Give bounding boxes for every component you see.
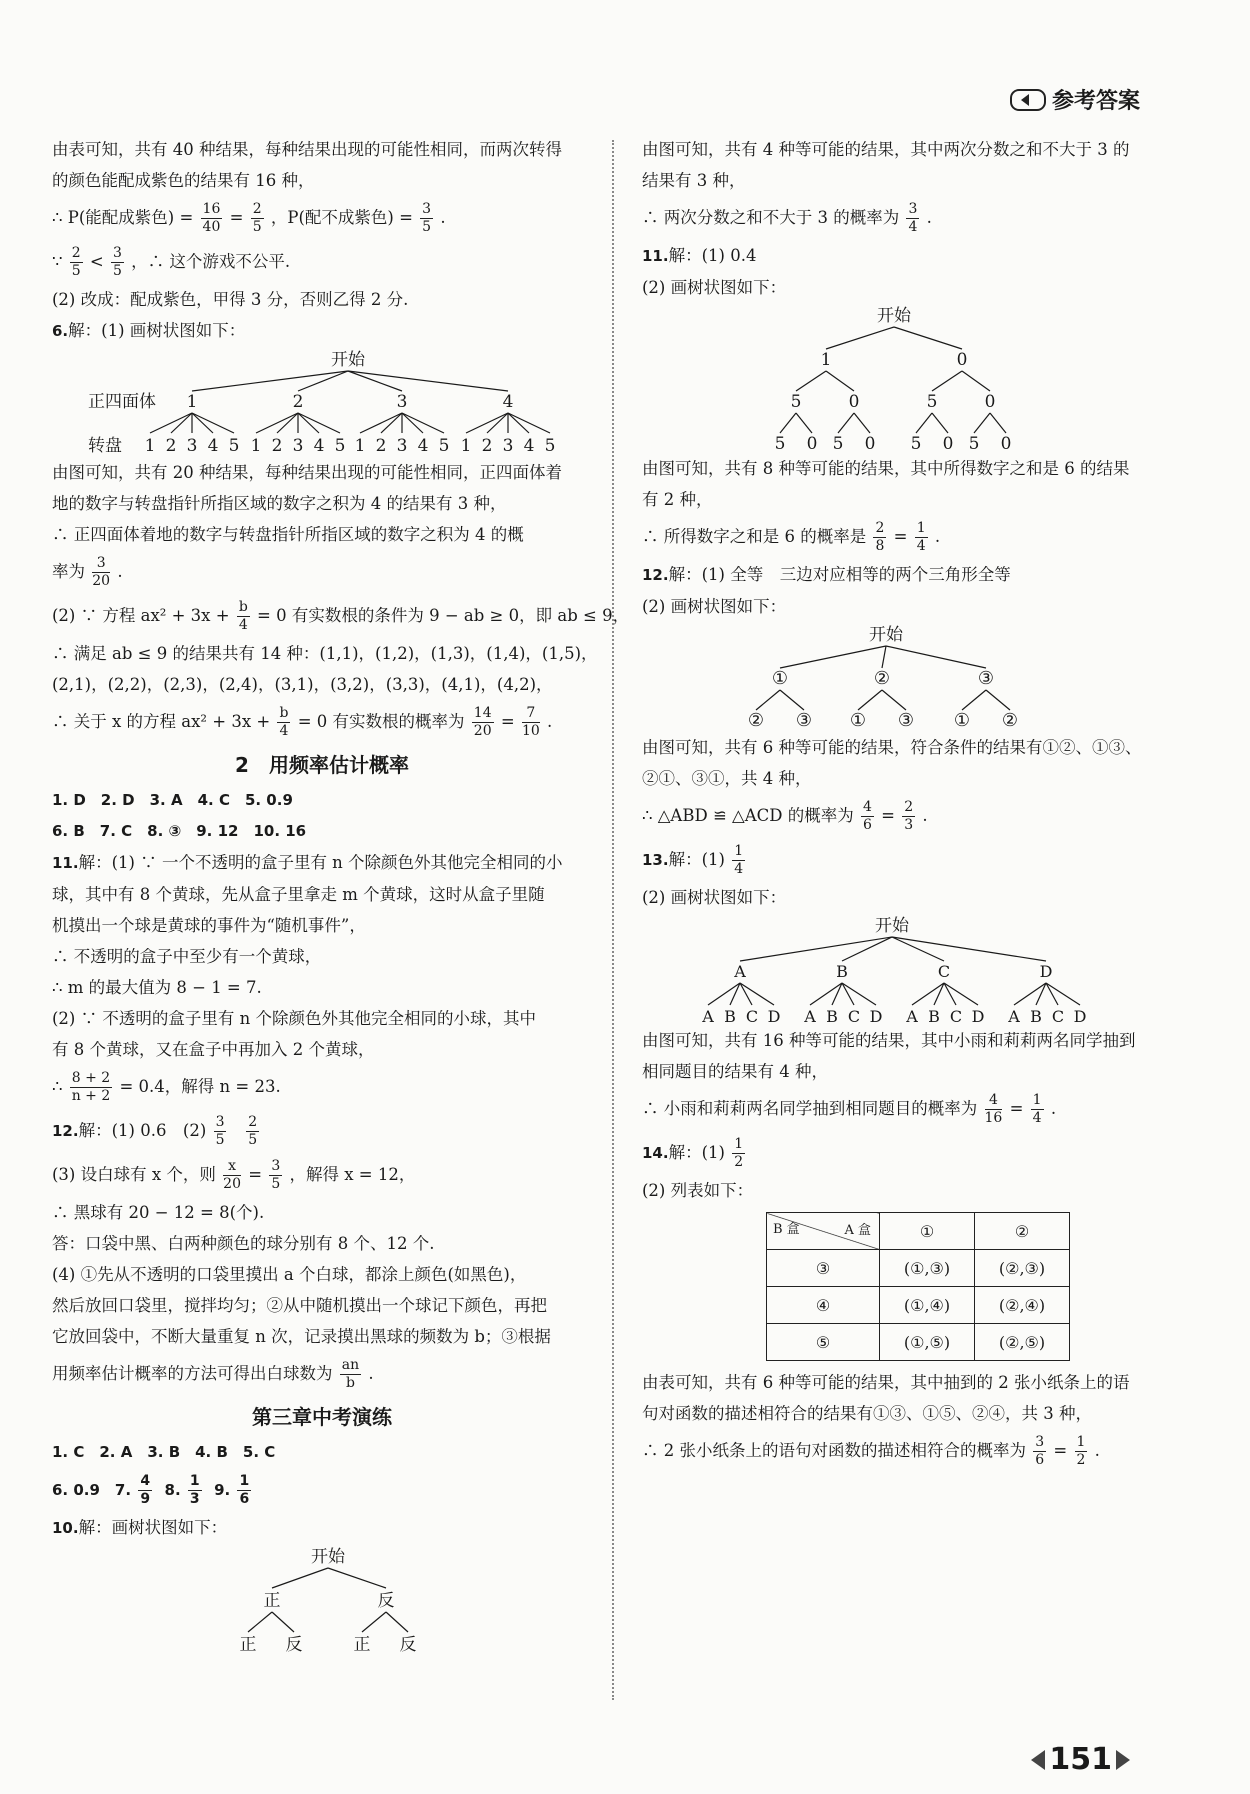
fraction: $\frac{4}{16}$ xyxy=(984,1092,1003,1126)
tree-leaf: 0 xyxy=(864,434,876,453)
text: . xyxy=(368,1364,374,1383)
text-line xyxy=(52,196,592,240)
fraction: $\frac{2}{5}$ xyxy=(248,1114,258,1148)
table-cell: (②,③) xyxy=(975,1250,1070,1287)
tree-leaf: ① xyxy=(849,710,867,731)
page-number-text: 151 xyxy=(1049,1742,1112,1777)
tree-node: ③ xyxy=(977,668,995,689)
text: . xyxy=(547,712,553,731)
text: < xyxy=(89,252,104,271)
text: 解：(1) 0.4 xyxy=(668,246,757,265)
tree-leaf: B xyxy=(724,1007,736,1025)
tree-root: 开始 xyxy=(331,350,365,370)
text: = 0 有实数根的条件为 9 − ab ≥ 0，即 ab ≤ 9， xyxy=(257,606,630,625)
text-line: 由图可知，共有 8 种等可能的结果，其中所得数字之和是 6 的结果 xyxy=(642,459,1130,478)
fraction: $\frac{1}{4}$ xyxy=(734,843,744,877)
table-header: ② xyxy=(975,1213,1070,1250)
text-line: 有 2 种， xyxy=(642,490,713,509)
tree-leaf: 5 xyxy=(774,434,786,453)
tree-leaf: A xyxy=(702,1007,714,1025)
text: 解：画树状图如下： xyxy=(78,1518,228,1537)
table-cell: (②,⑤) xyxy=(975,1324,1070,1361)
tree-leaf: 反 xyxy=(285,1635,303,1654)
tree-node: C xyxy=(937,962,951,981)
tree-node: 正 xyxy=(263,1591,281,1611)
text-line: (2) 画树状图如下： xyxy=(642,278,787,297)
table-row xyxy=(767,1250,1070,1287)
tree-node: ① xyxy=(771,668,789,689)
text-line: 的颜色能配成紫色的结果有 16 种， xyxy=(52,171,315,190)
text-line: ∴ 满足 ab ≤ 9 的结果共有 14 种：(1,1)，(1,2)，(1,3)，(1,4)，(1,5)， xyxy=(52,644,598,663)
text-line: 地的数字与转盘指针所指区域的数字之积为 4 的结果有 3 种， xyxy=(52,494,507,513)
tree-root: 开始 xyxy=(869,625,903,645)
text-line xyxy=(642,1087,1162,1131)
table-corner: A 盒 B 盒 xyxy=(767,1213,880,1250)
answer-line xyxy=(52,1468,592,1512)
table-cell: (②,④) xyxy=(975,1287,1070,1324)
text-line: (2) 列表如下： xyxy=(642,1181,754,1200)
question-number: 11. xyxy=(642,247,669,265)
text-line xyxy=(642,1131,1162,1175)
tree-leaf: 0 xyxy=(1000,434,1012,453)
tree-node: A xyxy=(734,962,746,981)
tree-leaf: 正 xyxy=(353,1635,371,1654)
tree-leaf: 1 xyxy=(144,436,156,456)
text: (2) ∵ 方程 ax² + 3x + xyxy=(52,606,230,625)
tree-leaf: 反 xyxy=(399,1635,417,1654)
text-line: 相同题目的结果有 4 种， xyxy=(642,1062,828,1081)
book-logo-icon xyxy=(1010,89,1046,111)
tree-leaf: 3 xyxy=(396,436,408,456)
text-line xyxy=(52,550,592,594)
text-line: (2) 画树状图如下： xyxy=(642,597,787,616)
text: = 0 有实数根的概率为 xyxy=(297,712,465,731)
row-header: ④ xyxy=(767,1287,880,1324)
text: 解：(1) ∵ 一个不透明的盒子里有 n 个除颜色外其他完全相同的小 xyxy=(78,853,563,872)
tree-leaf: 5 xyxy=(910,434,922,453)
text-line: (2,1)，(2,2)，(2,3)，(2,4)，(3,1)，(3,2)，(3,3)，(4,1)，(4,2)， xyxy=(52,675,553,694)
text-line: 由表可知，共有 40 种结果，每种结果出现的可能性相同，而两次转得 xyxy=(52,140,562,159)
text: (3) 设白球有 x 个，则 xyxy=(52,1165,216,1184)
tree-diagram-q10 xyxy=(52,1544,592,1654)
text: ，P(配不成紫色) = xyxy=(270,208,413,227)
text: ∴ 2 张小纸条上的语句对函数的描述相符合的概率为 xyxy=(642,1441,1026,1460)
fraction: $\frac{an}{b}$ xyxy=(341,1357,360,1391)
table-cell: (①,④) xyxy=(880,1287,975,1324)
text-line: 球，其中有 8 个黄球，先从盒子里拿走 m 个黄球，这时从盒子里随 xyxy=(52,885,545,904)
tree-leaf: 2 xyxy=(375,436,387,456)
text: ，∴ 这个游戏不公平. xyxy=(131,252,291,271)
text: ∴ 小雨和莉莉两名同学抽到相同题目的概率为 xyxy=(642,1099,978,1118)
fraction: $\frac{2}{8}$ xyxy=(875,520,885,554)
text-line xyxy=(642,515,1162,559)
tree-leaf: B xyxy=(826,1007,838,1025)
text: ∴ P(能配成紫色) = xyxy=(52,208,194,227)
answer-line: 1. D 2. D 3. A 4. C 5. 0.9 xyxy=(52,791,293,809)
text: 率为 xyxy=(52,562,85,581)
table-row xyxy=(767,1324,1070,1361)
table-cell: (①,③) xyxy=(880,1250,975,1287)
text: = xyxy=(1053,1441,1068,1460)
fraction: $\frac{2}{3}$ xyxy=(904,799,914,833)
fraction: $\frac{x}{20}$ xyxy=(223,1158,241,1192)
tree-leaf: 5 xyxy=(438,436,450,456)
tree-leaf: 5 xyxy=(228,436,240,456)
tree-leaf: 4 xyxy=(207,436,219,456)
text: = xyxy=(229,208,244,227)
text-line: ∴ m 的最大值为 8 − 1 = 7. xyxy=(52,978,262,997)
fraction: $\frac{b}{4}$ xyxy=(238,599,248,633)
tree-leaf: ② xyxy=(747,710,765,731)
table-header: ① xyxy=(880,1213,975,1250)
section-title: 第三章中考演练 xyxy=(252,1405,392,1429)
left-column xyxy=(52,134,630,1654)
tree-leaf: ② xyxy=(1001,710,1019,731)
fraction: $\frac{2}{5}$ xyxy=(71,245,81,279)
text: . xyxy=(440,208,446,227)
tree-leaf: ③ xyxy=(897,710,915,731)
text-line xyxy=(52,1065,592,1109)
question-number: 13. xyxy=(642,851,669,869)
header-title: 参考答案 xyxy=(1051,89,1140,114)
fraction: $\frac{4}{6}$ xyxy=(862,799,872,833)
tree-diagram-q12 xyxy=(642,622,1162,732)
text-line: ②①、③①，共 4 种， xyxy=(642,769,812,788)
text: ∴ △ABD ≌ △ACD 的概率为 xyxy=(642,806,854,825)
tree-node: D xyxy=(1039,962,1053,981)
fraction: $\frac{14}{20}$ xyxy=(473,705,492,739)
text-line: (4) ①先从不透明的口袋里摸出 a 个白球，都涂上颜色(如黑色)， xyxy=(52,1265,527,1284)
text-line: 由图可知，共有 4 种等可能的结果，其中两次分数之和不大于 3 的 xyxy=(642,140,1130,159)
tree-leaf: ③ xyxy=(795,710,813,731)
text: ∴ 所得数字之和是 6 的概率是 xyxy=(642,527,867,546)
fraction: $\frac{3}{5}$ xyxy=(422,201,432,235)
text: 9. xyxy=(214,1481,231,1499)
row-header: ⑤ xyxy=(767,1324,880,1361)
tree-leaf: A xyxy=(1008,1007,1020,1025)
text: ，解得 x = 12， xyxy=(289,1165,416,1184)
fraction: $\frac{1}{4}$ xyxy=(1032,1092,1042,1126)
page-header xyxy=(1010,84,1140,115)
tree-leaf: D xyxy=(869,1007,883,1025)
fraction: $\frac{3}{5}$ xyxy=(215,1114,225,1148)
text: 解：(1) 全等 三边对应相等的两个三角形全等 xyxy=(668,565,1011,584)
tree-leaf: 5 xyxy=(544,436,556,456)
tree-node: ② xyxy=(873,668,891,689)
column-divider xyxy=(612,140,614,1700)
tree-leaf: 3 xyxy=(502,436,514,456)
tree-leaf: B xyxy=(928,1007,940,1025)
text: ∴ 关于 x 的方程 ax² + 3x + xyxy=(52,712,271,731)
text-line: (2) 改成：配成紫色，甲得 3 分，否则乙得 2 分. xyxy=(52,290,409,309)
text-line: 结果有 3 种， xyxy=(642,171,746,190)
fraction: $\frac{1}{6}$ xyxy=(239,1473,250,1507)
text: 解：(1) 画树状图如下： xyxy=(68,321,246,340)
text: ∴ 两次分数之和不大于 3 的概率为 xyxy=(642,208,900,227)
tree-root: 开始 xyxy=(311,1547,345,1567)
text: = xyxy=(881,806,895,825)
arrow-right-icon xyxy=(1116,1750,1130,1770)
text: = xyxy=(893,527,908,546)
tree-node: 3 xyxy=(396,392,408,412)
tree-node: 0 xyxy=(848,392,860,412)
fraction: $\frac{3}{20}$ xyxy=(92,555,111,589)
text-line xyxy=(642,1429,1162,1473)
tree-node: 反 xyxy=(377,1591,395,1611)
tree-leaf: 1 xyxy=(250,436,262,456)
text-line: ∴ 正四面体着地的数字与转盘指针所指区域的数字之积为 4 的概 xyxy=(52,525,524,544)
tree-node: 1 xyxy=(820,350,832,370)
question-number: 12. xyxy=(52,1122,79,1140)
tree-leaf: 5 xyxy=(968,434,980,453)
text-line xyxy=(52,594,630,638)
tree-node: 5 xyxy=(790,392,802,412)
tree-leaf: D xyxy=(1073,1007,1087,1025)
tree-diagram-q13 xyxy=(642,913,1162,1025)
tree-leaf: A xyxy=(804,1007,816,1025)
text-line: 答：口袋中黑、白两种颜色的球分别有 8 个、12 个. xyxy=(52,1234,435,1253)
text-line: (2) ∵ 不透明的盒子里有 n 个除颜色外其他完全相同的小球，其中 xyxy=(52,1009,536,1028)
tree-leaf: C xyxy=(847,1007,861,1025)
text: . xyxy=(1094,1441,1100,1460)
fraction: $\frac{2}{5}$ xyxy=(252,201,262,235)
text: 解：(1) xyxy=(668,850,725,869)
text-line: 由表可知，共有 6 种等可能的结果，其中抽到的 2 张小纸条上的语 xyxy=(642,1373,1130,1392)
arrow-left-icon xyxy=(1031,1750,1045,1770)
text: = 0.4，解得 n = 23. xyxy=(119,1077,281,1096)
text-line xyxy=(642,794,1162,838)
tree-diagram-q6 xyxy=(52,347,592,457)
text: 解：(1) 0.6 (2) xyxy=(78,1121,207,1140)
tree-node: B xyxy=(836,962,848,981)
fraction: $\frac{b}{4}$ xyxy=(279,705,289,739)
tree-leaf: A xyxy=(906,1007,918,1025)
tree-leaf: 0 xyxy=(806,434,818,453)
fraction: $\frac{1}{3}$ xyxy=(189,1473,200,1507)
fraction: $\frac{3}{5}$ xyxy=(113,245,122,279)
tree-leaf: 2 xyxy=(165,436,177,456)
tree-node: 0 xyxy=(984,392,996,412)
text-line: 然后放回口袋里，搅拌均匀；②从中随机摸出一个球记下颜色，再把 xyxy=(52,1296,547,1315)
tree-leaf: 5 xyxy=(334,436,346,456)
fraction: $\frac{4}{9}$ xyxy=(140,1473,151,1507)
tree-root: 开始 xyxy=(875,916,909,936)
result-table xyxy=(766,1212,1070,1361)
table-cell: (①,⑤) xyxy=(880,1324,975,1361)
text-line xyxy=(52,240,592,284)
text: = xyxy=(1009,1099,1024,1118)
text-line xyxy=(642,559,1162,591)
text-line xyxy=(52,1109,592,1153)
text: ∴ xyxy=(52,1077,63,1096)
tree-leaf: C xyxy=(1051,1007,1065,1025)
text-line: ∴ 不透明的盒子中至少有一个黄球， xyxy=(52,947,322,966)
tree-leaf: 3 xyxy=(186,436,198,456)
fraction: $\frac{1}{2}$ xyxy=(1076,1434,1086,1468)
page-number xyxy=(1031,1742,1130,1777)
tree-root: 开始 xyxy=(877,306,911,326)
text: 解：(1) xyxy=(668,1143,725,1162)
fraction: $\frac{1}{2}$ xyxy=(734,1136,744,1170)
text: . xyxy=(926,208,932,227)
text-line xyxy=(642,196,1162,240)
text-line: ∴ 黑球有 20 − 12 = 8(个). xyxy=(52,1203,265,1222)
text-line: 它放回袋中，不断大量重复 n 次，记录摸出黑球的频数为 b；③根据 xyxy=(52,1327,551,1346)
tree-leaf: 5 xyxy=(832,434,844,453)
section-title: 2 用频率估计概率 xyxy=(235,753,409,777)
tree-leaf: ① xyxy=(953,710,971,731)
text: 用频率估计概率的方法可得出白球数为 xyxy=(52,1364,333,1383)
text-line xyxy=(52,847,592,879)
text: . xyxy=(922,806,928,825)
fraction: $\frac{1}{4}$ xyxy=(916,520,926,554)
text: ∵ xyxy=(52,252,63,271)
question-number: 11. xyxy=(52,854,79,872)
text-line xyxy=(52,1153,592,1197)
question-number: 14. xyxy=(642,1144,669,1162)
text-line: 由图可知，共有 6 种等可能的结果，符合条件的结果有①②、①③、 xyxy=(642,738,1142,757)
row-header: ③ xyxy=(767,1250,880,1287)
tree-leaf: 2 xyxy=(271,436,283,456)
tree-leaf: C xyxy=(745,1007,759,1025)
fraction: $\frac{7}{10}$ xyxy=(521,705,540,739)
text: = xyxy=(500,712,515,731)
text-line: 由图可知，共有 20 种结果，每种结果出现的可能性相同，正四面体着 xyxy=(52,463,562,482)
fraction: $\frac{3}{5}$ xyxy=(271,1158,281,1192)
text-line xyxy=(52,1512,592,1544)
question-number: 10. xyxy=(52,1519,79,1537)
text-line: 句对函数的描述相符合的结果有①③、①⑤、②④，共 3 种， xyxy=(642,1404,1092,1423)
text-line: 有 8 个黄球，又在盒子中再加入 2 个黄球， xyxy=(52,1040,375,1059)
tree-leaf: D xyxy=(971,1007,985,1025)
text: . xyxy=(934,527,941,546)
text-line xyxy=(52,315,592,347)
answer-line: 1. C 2. A 3. B 4. B 5. C xyxy=(52,1443,276,1461)
tree-node: 1 xyxy=(186,392,198,412)
text: 6. 0.9 7. xyxy=(52,1481,132,1499)
tree-leaf: D xyxy=(767,1007,781,1025)
text-line xyxy=(52,700,592,744)
tree-node: 4 xyxy=(502,392,514,412)
question-number: 6. xyxy=(52,322,69,340)
tree-leaf: 4 xyxy=(417,436,429,456)
fraction: $\frac{3}{6}$ xyxy=(1035,1434,1045,1468)
tree-row-label: 正四面体 xyxy=(88,392,156,412)
tree-node: 5 xyxy=(926,392,938,412)
text-line: (2) 画树状图如下： xyxy=(642,888,787,907)
text: = xyxy=(248,1165,263,1184)
text: . xyxy=(1050,1099,1057,1118)
question-number: 12. xyxy=(642,566,669,584)
text-line xyxy=(642,838,1162,882)
text-line xyxy=(52,1352,592,1396)
tree-diagram-q11 xyxy=(642,303,1162,453)
tree-leaf: 4 xyxy=(313,436,325,456)
tree-leaf: 1 xyxy=(460,436,472,456)
tree-leaf: 4 xyxy=(523,436,535,456)
answer-line: 6. B 7. C 8. ③ 9. 12 10. 16 xyxy=(52,822,307,840)
text-line xyxy=(642,240,1162,272)
text-line: 由图可知，共有 16 种等可能的结果，其中小雨和莉莉两名同学抽到 xyxy=(642,1031,1136,1050)
text: 8. xyxy=(164,1481,181,1499)
text: . xyxy=(117,562,123,581)
tree-leaf: B xyxy=(1030,1007,1042,1025)
tree-leaf: 3 xyxy=(292,436,304,456)
tree-node: 2 xyxy=(292,392,304,412)
tree-node: 0 xyxy=(956,350,968,370)
fraction: $\frac{8 + 2}{n + 2}$ xyxy=(71,1070,111,1104)
tree-row-label: 转盘 xyxy=(88,436,122,456)
tree-leaf: 1 xyxy=(354,436,366,456)
text-line: 机摸出一个球是黄球的事件为“随机事件”， xyxy=(52,916,366,935)
fraction: $\frac{3}{4}$ xyxy=(908,201,918,235)
fraction: $\frac{16}{40}$ xyxy=(202,201,221,235)
table-row xyxy=(767,1287,1070,1324)
tree-leaf: 2 xyxy=(481,436,493,456)
tree-leaf: C xyxy=(949,1007,963,1025)
tree-leaf: 0 xyxy=(942,434,954,453)
tree-leaf: 正 xyxy=(239,1635,257,1654)
right-column xyxy=(642,134,1162,1473)
